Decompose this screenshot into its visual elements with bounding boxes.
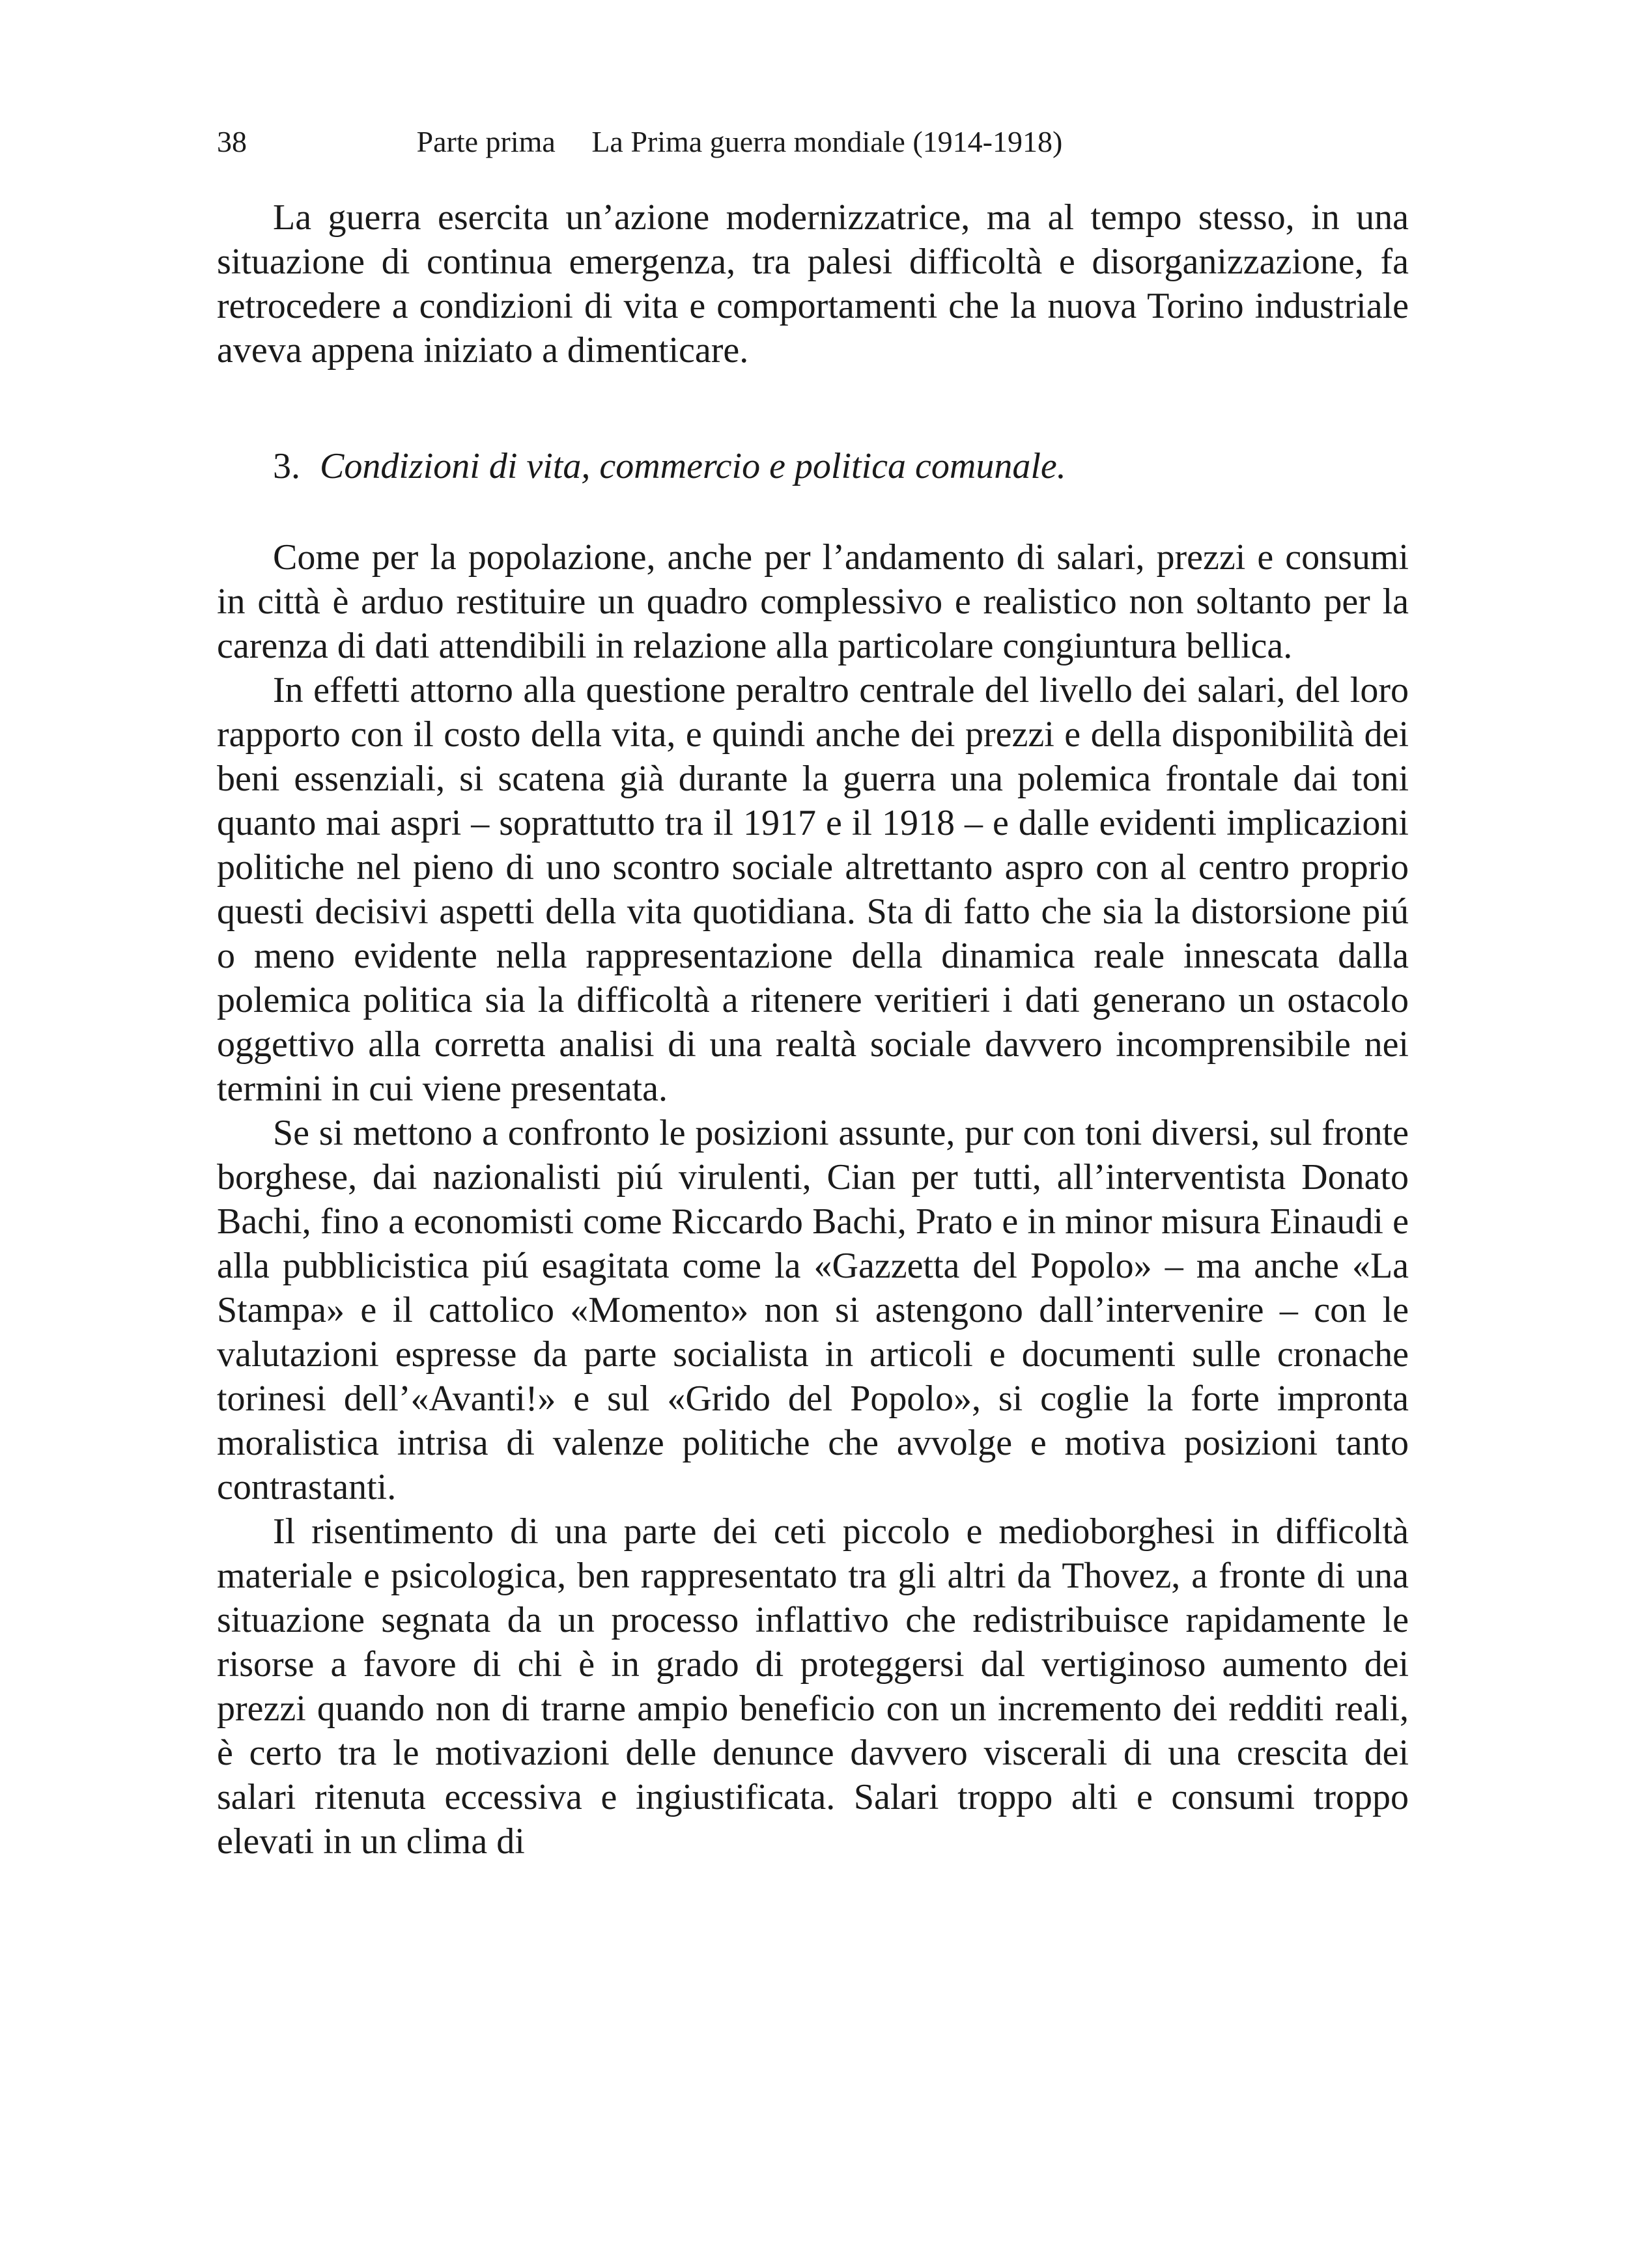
section-number: 3.	[273, 446, 300, 486]
paragraph-2: In effetti attorno alla questione peraltro centrale del livello dei salari, del loro rapporto con il costo della vita, e quindi anche dei prezzi e della disponibilità dei beni essenziali, si scatena già durante la guerra una polemica frontale dai toni quanto mai aspri – soprattutto tra il 1917 e il 1918 – e dalle evidenti implicazioni politiche nel pieno di uno scontro sociale altrettanto aspro con al centro proprio questi decisivi aspetti della vita quotidiana. Sta di fatto che sia la distorsione piú o meno evidente nella rappresentazione della dinamica reale innescata dalla polemica politica sia la difficoltà a ritenere veritieri i dati generano un ostacolo oggettivo alla corretta analisi di una realtà sociale davvero incomprensibile nei termini in cui viene presentata.	[217, 670, 1409, 1109]
paragraph-intro: La guerra esercita un’azione modernizzatrice, ma al tempo stesso, in una situazione di continua emergenza, tra palesi difficoltà e disorganizzazione, fa retrocedere a condizioni di vita e comportamenti che la nuova Torino industriale aveva appena iniziato a dimenticare.	[217, 197, 1409, 371]
running-header-title: La Prima guerra mondiale (1914-1918)	[591, 125, 1063, 158]
section-heading	[217, 444, 1409, 488]
section-title: Condizioni di vita, commercio e politica comunale.	[320, 446, 1066, 486]
running-header-part: Parte prima	[416, 125, 556, 158]
running-header	[217, 122, 1409, 161]
page-number: 38	[217, 125, 247, 158]
body-text	[217, 195, 1409, 1864]
paragraph-3: Se si mettono a confronto le posizioni assunte, pur con toni diversi, sul fronte borghese, dai nazionalisti piú virulenti, Cian per tutti, all’interventista Donato Bachi, fino a economisti come Riccardo Bachi, Prato e in minor misura Einaudi e alla pubblicistica piú esagitata come la «Gazzetta del Popolo» – ma anche «La Stampa» e il cattolico «Momento» non si astengono dall’intervenire – con le valutazioni espresse da parte socialista in articoli e documenti sulle cronache torinesi dell’«Avanti!» e sul «Grido del Popolo», si coglie la forte impronta moralistica intrisa di valenze politiche che avvolge e motiva posizioni tanto contrastanti.	[217, 1113, 1409, 1507]
paragraph-1: Come per la popolazione, anche per l’andamento di salari, prezzi e consumi in città è arduo restituire un quadro complessivo e realistico non soltanto per la carenza di dati attendibili in relazione alla particolare congiuntura bellica.	[217, 537, 1409, 666]
paragraph-4: Il risentimento di una parte dei ceti piccolo e medioborghesi in difficoltà materiale e psicologica, ben rappresentato tra gli altri da Thovez, a fronte di una situazione segnata da un processo inflattivo che redistribuisce rapidamente le risorse a favore di chi è in grado di proteggersi dal vertiginoso aumento dei prezzi quando non di trarne ampio beneficio con un incremento dei redditi reali, è certo tra le motivazioni delle denunce davvero viscerali di una crescita dei salari ritenuta eccessiva e ingiustificata. Salari troppo alti e consumi troppo elevati in un clima di	[217, 1511, 1409, 1862]
